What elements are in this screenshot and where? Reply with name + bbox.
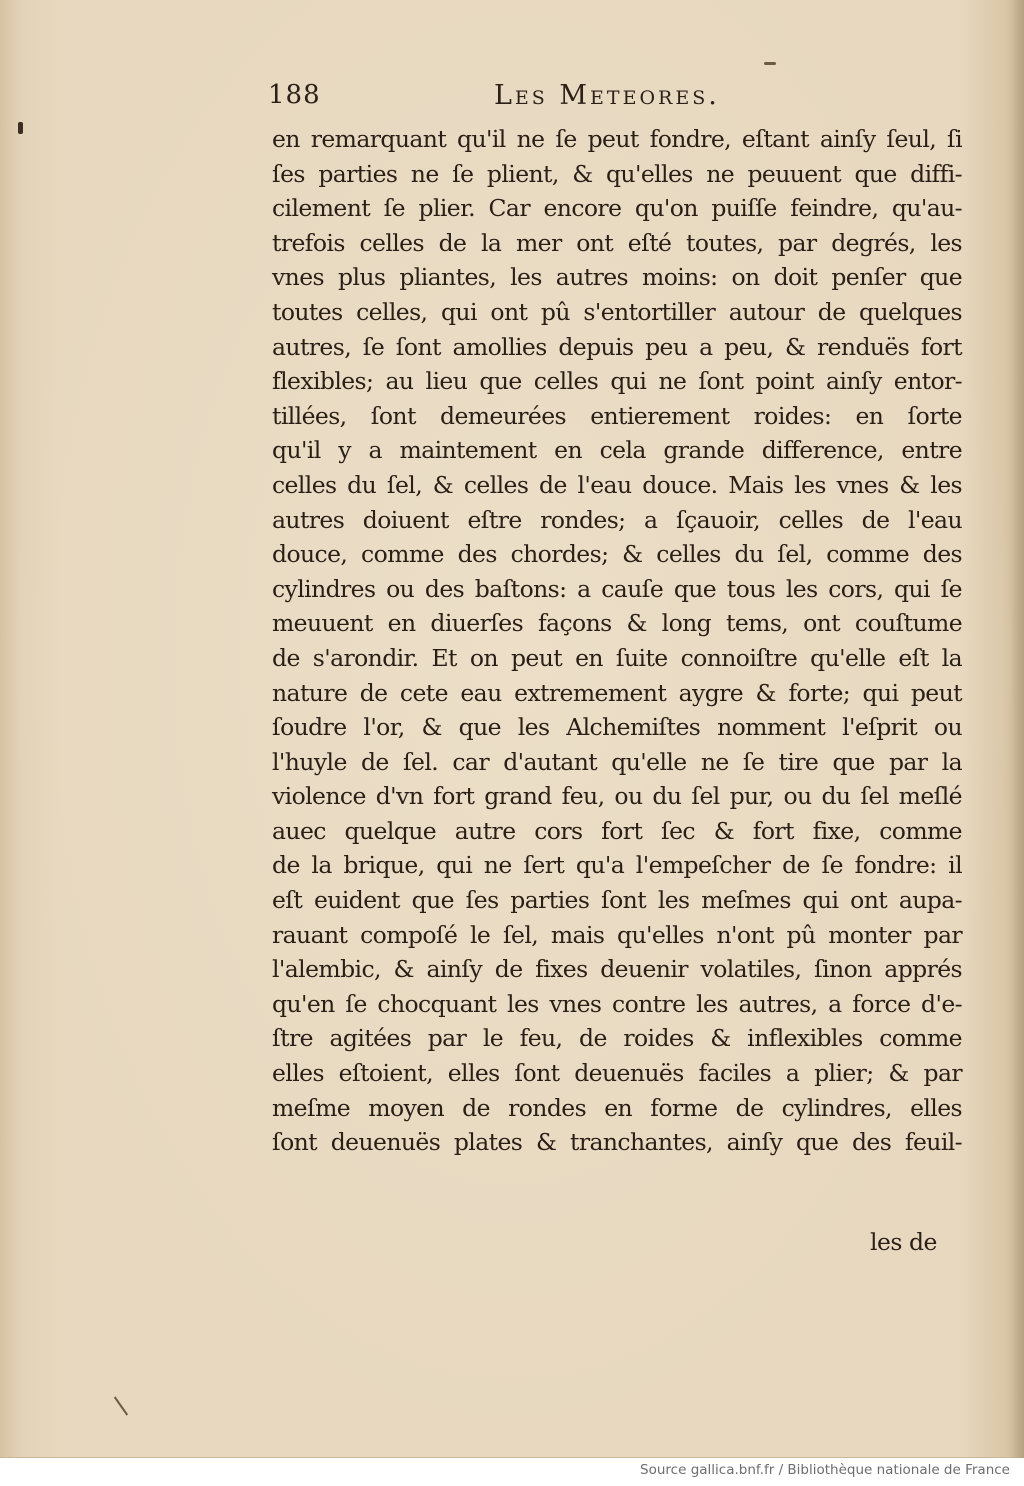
text-line: flexibles; au lieu que celles qui ne ſont point ainſy entor-	[272, 367, 962, 396]
text-line: autres doiuent eſtre rondes; a ſçauoir, celles de l'eau	[272, 505, 962, 534]
text-line: toutes celles, qui ont pû s'entortiller autour de quelques	[272, 297, 962, 326]
text-line: cilement ſe plier. Car encore qu'on puiſſe feindre, qu'au-	[272, 194, 962, 223]
text-line: trefois celles de la mer ont eſté toutes, par degrés, les	[272, 228, 962, 257]
text-line: de la brique, qui ne ſert qu'a l'empeſcher de ſe fondre: il	[272, 851, 962, 880]
text-line: rauant compoſé le ſel, mais qu'elles n'ont pû monter par	[272, 920, 962, 949]
text-line: cylindres ou des baſtons: a cauſe que tous les cors, qui ſe	[272, 574, 962, 603]
catchword: les de	[870, 1228, 937, 1256]
text-line: auec quelque autre cors fort ſec & fort fixe, comme	[272, 816, 962, 845]
text-line: meſme moyen de rondes en forme de cylindres, elles	[272, 1093, 962, 1122]
text-line: autres, ſe ſont amollies depuis peu a peu, & renduës fort	[272, 332, 962, 361]
text-line: ſont deuenuës plates & tranchantes, ainſy que des feuil-	[272, 1128, 962, 1157]
page-edge-shadow	[1010, 0, 1024, 1458]
text-line: tillées, ſont demeurées entierement roides: en ſorte	[272, 401, 962, 430]
text-line: en remarquant qu'il ne ſe peut fondre, eſtant ainſy ſeul, ſi	[272, 125, 962, 153]
text-line: ſes parties ne ſe plient, & qu'elles ne peuuent que diffi-	[272, 159, 962, 188]
text-line: vnes plus pliantes, les autres moins: on doit penſer que	[272, 263, 962, 292]
source-attribution: Source gallica.bnf.fr / Bibliothèque nationale de France	[640, 1462, 1010, 1478]
text-line: eſt euident que ſes parties ſont les meſmes qui ont aupa-	[272, 886, 962, 915]
text-line: meuuent en diuerſes façons & long tems, ont couſtume	[272, 609, 962, 638]
body-text	[272, 122, 962, 1160]
text-line: ſoudre l'or, & que les Alchemiſtes nomment l'eſprit ou	[272, 713, 962, 742]
text-line: qu'il y a maintement en cela grande difference, entre	[272, 436, 962, 465]
text-line: douce, comme des chordes; & celles du ſel, comme des	[272, 540, 962, 569]
text-line: qu'en ſe chocquant les vnes contre les autres, a force d'e-	[272, 989, 962, 1018]
text-line: violence d'vn fort grand feu, ou du ſel pur, ou du ſel meſlé	[272, 782, 962, 811]
text-line: elles eſtoient, elles ſont deuenuës faciles a plier; & par	[272, 1059, 962, 1088]
page-number: 188	[268, 80, 321, 110]
text-line: nature de cete eau extremement aygre & forte; qui peut	[272, 678, 962, 707]
margin-mark	[18, 122, 23, 134]
ink-mark	[114, 1396, 128, 1415]
text-line: ſtre agitées par le feu, de roides & inflexibles comme	[272, 1024, 962, 1053]
text-line: celles du ſel, & celles de l'eau douce. Mais les vnes & les	[272, 470, 962, 499]
text-line: l'alembic, & ainſy de fixes deuenir volatiles, ſinon apprés	[272, 955, 962, 984]
ink-mark	[764, 62, 776, 65]
page-header	[268, 80, 958, 120]
text-line: l'huyle de ſel. car d'autant qu'elle ne ſe tire que par la	[272, 747, 962, 776]
text-line: de s'arondir. Et on peut en ſuite connoiſtre qu'elle eſt la	[272, 643, 962, 672]
running-title: Les Meteores.	[494, 80, 720, 111]
